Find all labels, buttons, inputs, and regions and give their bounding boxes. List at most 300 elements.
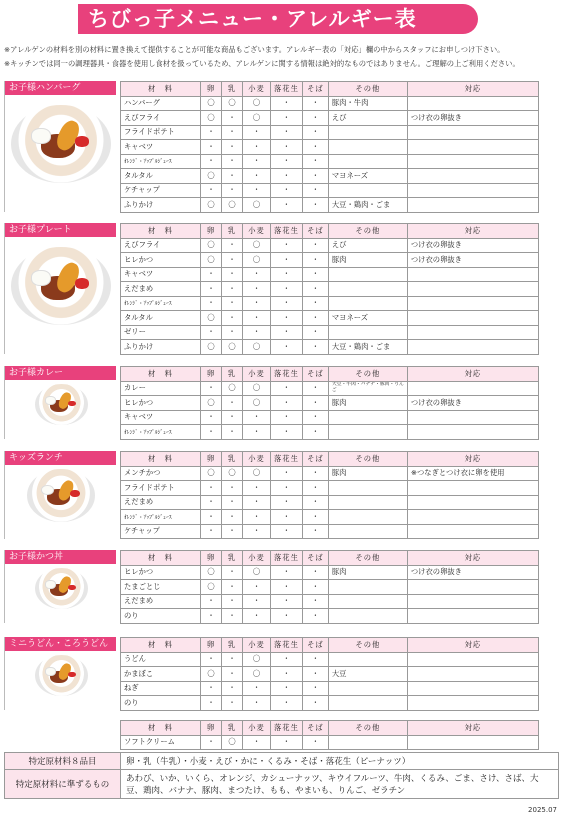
column-header: 乳: [222, 82, 243, 97]
allergen-mark-cell: 〇: [243, 96, 271, 111]
allergen-mark-cell: ・: [201, 696, 222, 711]
column-header: そば: [302, 551, 328, 566]
allergen-mark-cell: ・: [243, 267, 271, 282]
response-cell: [407, 580, 538, 595]
column-header: その他: [328, 452, 407, 467]
allergen-mark-cell: ・: [302, 125, 328, 140]
ingredient-cell: キャベツ: [121, 140, 201, 155]
food-item-shape: [31, 128, 51, 144]
allergen-header-row: [121, 721, 539, 736]
allergen-mark-cell: ・: [271, 325, 303, 340]
ingredient-cell: ｵﾚﾝｼﾞ・ｱｯﾌﾟﾙｼﾞｭｰｽ: [121, 154, 201, 169]
allergen-mark-cell: ・: [271, 183, 303, 198]
allergen-mark-cell: ・: [243, 296, 271, 311]
column-header: 材 料: [121, 638, 201, 653]
column-header: 落花生: [271, 551, 303, 566]
allergen-mark-cell: ・: [302, 495, 328, 510]
allergen-mark-cell: ・: [243, 311, 271, 326]
column-header: 材 料: [121, 224, 201, 239]
footer-row-equivalent: [5, 770, 559, 799]
allergen-mark-cell: ・: [243, 735, 271, 750]
table-row: [121, 396, 539, 411]
ingredient-cell: フライドポテト: [121, 481, 201, 496]
allergen-mark-cell: 〇: [243, 565, 271, 580]
ingredient-cell: メンチかつ: [121, 466, 201, 481]
column-header: そば: [302, 452, 328, 467]
ingredient-cell: キャベツ: [121, 267, 201, 282]
allergen-mark-cell: ・: [222, 510, 243, 525]
menu-photo: [11, 247, 111, 325]
column-header: 小麦: [243, 224, 271, 239]
column-header: 材 料: [121, 551, 201, 566]
response-cell: [407, 267, 538, 282]
table-row: [121, 183, 539, 198]
allergen-table: [120, 366, 539, 440]
table-row: [121, 125, 539, 140]
ingredient-cell: ｵﾚﾝｼﾞ・ｱｯﾌﾟﾙｼﾞｭｰｽ: [121, 425, 201, 440]
allergen-mark-cell: ・: [222, 253, 243, 268]
allergen-mark-cell: ・: [222, 696, 243, 711]
response-cell: [407, 198, 538, 213]
food-item-shape: [68, 672, 75, 678]
allergen-mark-cell: ・: [222, 681, 243, 696]
allergen-table: [120, 550, 539, 624]
allergen-mark-cell: ・: [201, 267, 222, 282]
table-row: [121, 267, 539, 282]
allergen-header-row: [121, 452, 539, 467]
menu-section-title: キッズランチ: [4, 451, 116, 465]
allergen-mark-cell: ・: [222, 267, 243, 282]
column-header: 対応: [407, 367, 538, 382]
menu-section: [4, 637, 559, 710]
ingredient-cell: のり: [121, 696, 201, 711]
ingredient-cell: ケチャップ: [121, 183, 201, 198]
other-allergen-cell: [328, 652, 407, 667]
table-row: [121, 425, 539, 440]
menu-section: [4, 550, 559, 623]
allergen-mark-cell: ・: [271, 580, 303, 595]
allergen-header-row: [121, 638, 539, 653]
allergen-mark-cell: ・: [201, 524, 222, 539]
allergen-mark-cell: 〇: [222, 340, 243, 355]
table-row: [121, 681, 539, 696]
allergen-mark-cell: 〇: [201, 111, 222, 126]
allergen-mark-cell: 〇: [201, 238, 222, 253]
column-header: 落花生: [271, 721, 303, 736]
allergen-mark-cell: ・: [243, 580, 271, 595]
table-row: [121, 466, 539, 481]
response-cell: [407, 154, 538, 169]
response-cell: [407, 296, 538, 311]
allergen-mark-cell: ・: [302, 396, 328, 411]
ingredient-cell: ねぎ: [121, 681, 201, 696]
allergen-mark-cell: ・: [271, 267, 303, 282]
other-allergen-cell: [328, 510, 407, 525]
allergen-mark-cell: ・: [201, 495, 222, 510]
revision-date: 2025.07: [528, 806, 557, 814]
response-cell: [407, 311, 538, 326]
column-header: 対応: [407, 224, 538, 239]
response-cell: [407, 681, 538, 696]
note-substitution: ※アレルゲンの材料を別の材料に置き換えて提供することが可能な商品もございます。アレルギー表の「対応」欄の中からスタッフにお申しつけ下さい。: [4, 45, 505, 54]
allergen-mark-cell: ・: [243, 410, 271, 425]
footer-value-equivalent: あわび、いか、いくら、オレンジ、カシューナッツ、キウイフルーツ、牛肉、くるみ、ごま、さけ、さば、大豆、鶏肉、バナナ、豚肉、まつたけ、もも、やまいも、りんご、ゼラチン: [121, 770, 559, 799]
column-header: 卵: [201, 82, 222, 97]
allergen-mark-cell: ・: [271, 169, 303, 184]
allergen-mark-cell: ・: [302, 565, 328, 580]
allergen-mark-cell: ・: [243, 524, 271, 539]
table-row: [121, 169, 539, 184]
allergen-mark-cell: ・: [222, 325, 243, 340]
allergen-mark-cell: 〇: [222, 381, 243, 396]
allergen-mark-cell: ・: [201, 735, 222, 750]
allergen-table: [120, 81, 539, 213]
allergen-mark-cell: 〇: [201, 340, 222, 355]
table-row: [121, 609, 539, 624]
table-row: [121, 311, 539, 326]
allergen-mark-cell: 〇: [222, 735, 243, 750]
response-cell: [407, 667, 538, 682]
allergen-mark-cell: ・: [302, 311, 328, 326]
ingredient-cell: えびフライ: [121, 111, 201, 126]
allergen-table: [120, 223, 539, 355]
allergen-mark-cell: ・: [271, 594, 303, 609]
table-row: [121, 410, 539, 425]
allergen-mark-cell: ・: [222, 580, 243, 595]
menu-photo: [35, 568, 88, 609]
column-header: その他: [328, 82, 407, 97]
table-row: [121, 510, 539, 525]
allergen-mark-cell: ・: [302, 198, 328, 213]
ingredient-cell: タルタル: [121, 311, 201, 326]
allergen-mark-cell: ・: [201, 681, 222, 696]
other-allergen-cell: [328, 296, 407, 311]
column-header: 落花生: [271, 224, 303, 239]
response-cell: [407, 96, 538, 111]
response-cell: つけ衣の卵抜き: [407, 253, 538, 268]
table-row: [121, 154, 539, 169]
food-item-shape: [70, 490, 79, 497]
table-row: [121, 325, 539, 340]
allergen-mark-cell: ・: [271, 140, 303, 155]
allergen-mark-cell: 〇: [222, 96, 243, 111]
column-header: そば: [302, 638, 328, 653]
allergen-mark-cell: ・: [271, 410, 303, 425]
menu-section-title: ミニうどん・ころうどん: [4, 637, 116, 651]
column-header: 落花生: [271, 452, 303, 467]
allergen-mark-cell: ・: [201, 410, 222, 425]
column-header: そば: [302, 82, 328, 97]
other-allergen-cell: えび: [328, 238, 407, 253]
ingredient-cell: ｵﾚﾝｼﾞ・ｱｯﾌﾟﾙｼﾞｭｰｽ: [121, 296, 201, 311]
allergen-mark-cell: ・: [243, 140, 271, 155]
allergen-mark-cell: ・: [222, 125, 243, 140]
other-allergen-cell: 大豆・鶏肉・ごま: [328, 198, 407, 213]
ingredient-cell: ふりかけ: [121, 198, 201, 213]
column-header: 対応: [407, 82, 538, 97]
allergen-mark-cell: ・: [271, 238, 303, 253]
column-header: 乳: [222, 551, 243, 566]
allergen-mark-cell: ・: [243, 696, 271, 711]
ingredient-cell: カレー: [121, 381, 201, 396]
ingredient-cell: ゼリー: [121, 325, 201, 340]
table-row: [121, 495, 539, 510]
response-cell: [407, 735, 538, 750]
column-header: その他: [328, 721, 407, 736]
allergen-mark-cell: 〇: [201, 169, 222, 184]
allergen-mark-cell: ・: [271, 696, 303, 711]
column-header: 材 料: [121, 367, 201, 382]
column-header: 対応: [407, 721, 538, 736]
ingredient-cell: タルタル: [121, 169, 201, 184]
allergen-header-row: [121, 82, 539, 97]
response-cell: つけ衣の卵抜き: [407, 396, 538, 411]
other-allergen-cell: [328, 481, 407, 496]
column-header: 卵: [201, 721, 222, 736]
column-header: 対応: [407, 452, 538, 467]
menu-section: [4, 451, 559, 539]
other-allergen-cell: [328, 140, 407, 155]
allergen-mark-cell: ・: [271, 296, 303, 311]
food-item-shape: [68, 401, 75, 407]
allergen-header-row: [121, 224, 539, 239]
ingredient-cell: かまぼこ: [121, 667, 201, 682]
allergen-mark-cell: ・: [222, 410, 243, 425]
allergen-mark-cell: ・: [201, 325, 222, 340]
allergen-mark-cell: ・: [201, 425, 222, 440]
food-item-shape: [75, 136, 89, 147]
other-allergen-cell: [328, 609, 407, 624]
menu-section: [4, 366, 559, 439]
column-header: 落花生: [271, 367, 303, 382]
other-allergen-cell: [328, 183, 407, 198]
column-header: 小麦: [243, 452, 271, 467]
allergen-mark-cell: ・: [302, 580, 328, 595]
allergen-mark-cell: 〇: [243, 111, 271, 126]
allergen-mark-cell: ・: [222, 495, 243, 510]
allergen-mark-cell: ・: [243, 169, 271, 184]
allergen-mark-cell: ・: [302, 735, 328, 750]
allergen-table: [120, 451, 539, 539]
ingredient-cell: ｵﾚﾝｼﾞ・ｱｯﾌﾟﾙｼﾞｭｰｽ: [121, 510, 201, 525]
response-cell: [407, 125, 538, 140]
footer-row-specified: [5, 753, 559, 770]
allergen-mark-cell: 〇: [201, 580, 222, 595]
other-allergen-cell: マヨネーズ: [328, 311, 407, 326]
allergen-mark-cell: ・: [243, 681, 271, 696]
allergen-mark-cell: ・: [243, 510, 271, 525]
table-row: [121, 735, 539, 750]
other-allergen-cell: [328, 696, 407, 711]
allergen-mark-cell: ・: [302, 296, 328, 311]
column-header: 落花生: [271, 82, 303, 97]
column-header: 乳: [222, 638, 243, 653]
allergen-mark-cell: 〇: [201, 96, 222, 111]
ingredient-cell: キャベツ: [121, 410, 201, 425]
menu-photo: [11, 105, 111, 183]
allergen-mark-cell: ・: [302, 111, 328, 126]
footer-value-specified: 卵・乳（牛乳）・小麦・えび・かに・くるみ・そば・落花生（ピーナッツ）: [121, 753, 559, 770]
other-allergen-cell: [328, 580, 407, 595]
ingredient-cell: ソフトクリーム: [121, 735, 201, 750]
other-allergen-cell: 豚肉: [328, 396, 407, 411]
response-cell: [407, 169, 538, 184]
allergen-header-row: [121, 551, 539, 566]
response-cell: [407, 696, 538, 711]
response-cell: [407, 594, 538, 609]
table-row: [121, 111, 539, 126]
allergen-mark-cell: ・: [271, 609, 303, 624]
allergen-mark-cell: 〇: [222, 466, 243, 481]
table-row: [121, 198, 539, 213]
food-item-shape: [75, 278, 89, 289]
response-cell: [407, 652, 538, 667]
allergen-mark-cell: ・: [271, 524, 303, 539]
allergen-mark-cell: ・: [222, 154, 243, 169]
allergen-mark-cell: 〇: [201, 311, 222, 326]
other-allergen-cell: 大豆・牛肉・バナナ・豚肉・りんご: [328, 381, 407, 396]
allergen-mark-cell: ・: [302, 510, 328, 525]
response-cell: [407, 325, 538, 340]
allergen-mark-cell: ・: [302, 381, 328, 396]
response-cell: [407, 410, 538, 425]
response-cell: [407, 495, 538, 510]
food-item-shape: [45, 580, 56, 588]
column-header: 材 料: [121, 82, 201, 97]
allergen-mark-cell: ・: [271, 681, 303, 696]
response-cell: [407, 183, 538, 198]
ingredient-cell: ふりかけ: [121, 340, 201, 355]
column-header: 落花生: [271, 638, 303, 653]
other-allergen-cell: 豚肉・牛肉: [328, 96, 407, 111]
response-cell: [407, 609, 538, 624]
table-row: [121, 594, 539, 609]
allergen-mark-cell: ・: [302, 609, 328, 624]
allergen-mark-cell: ・: [271, 466, 303, 481]
allergen-mark-cell: ・: [222, 565, 243, 580]
menu-section-title: お子様ハンバーグ: [4, 81, 116, 95]
response-cell: [407, 381, 538, 396]
table-row: [121, 282, 539, 297]
other-allergen-cell: マヨネーズ: [328, 169, 407, 184]
page-title: ちびっ子メニュー・アレルギー表: [88, 7, 417, 31]
ingredient-cell: のり: [121, 609, 201, 624]
food-item-shape: [68, 585, 75, 591]
column-header: その他: [328, 551, 407, 566]
table-row: [121, 652, 539, 667]
other-allergen-cell: [328, 681, 407, 696]
allergen-mark-cell: ・: [302, 96, 328, 111]
column-header: 小麦: [243, 82, 271, 97]
allergen-mark-cell: ・: [302, 282, 328, 297]
other-allergen-cell: 大豆: [328, 667, 407, 682]
column-header: 乳: [222, 224, 243, 239]
allergen-mark-cell: ・: [271, 381, 303, 396]
table-row: [121, 481, 539, 496]
allergen-mark-cell: ・: [222, 652, 243, 667]
allergen-mark-cell: 〇: [243, 340, 271, 355]
allergen-mark-cell: ・: [243, 154, 271, 169]
column-header: 小麦: [243, 638, 271, 653]
response-cell: [407, 140, 538, 155]
table-row: [121, 565, 539, 580]
other-allergen-cell: 豚肉: [328, 565, 407, 580]
allergen-mark-cell: ・: [201, 652, 222, 667]
allergen-mark-cell: ・: [271, 340, 303, 355]
allergen-mark-cell: ・: [222, 594, 243, 609]
column-header: そば: [302, 721, 328, 736]
allergen-mark-cell: ・: [302, 267, 328, 282]
allergen-footer-table: [4, 752, 559, 799]
allergen-mark-cell: ・: [302, 238, 328, 253]
allergen-mark-cell: ・: [243, 183, 271, 198]
menu-section-title: お子様カレー: [4, 366, 116, 380]
allergen-mark-cell: 〇: [201, 198, 222, 213]
allergen-mark-cell: ・: [271, 396, 303, 411]
menu-section: [4, 223, 559, 354]
other-allergen-cell: 大豆・鶏肉・ごま: [328, 340, 407, 355]
other-allergen-cell: [328, 495, 407, 510]
allergen-mark-cell: ・: [302, 425, 328, 440]
allergen-mark-cell: ・: [302, 410, 328, 425]
table-row: [121, 238, 539, 253]
allergen-header-row: [121, 367, 539, 382]
response-cell: つけ衣の卵抜き: [407, 238, 538, 253]
allergen-mark-cell: ・: [222, 111, 243, 126]
allergen-mark-cell: 〇: [201, 466, 222, 481]
menu-section: [4, 720, 559, 749]
ingredient-cell: えびフライ: [121, 238, 201, 253]
allergen-mark-cell: ・: [222, 396, 243, 411]
allergen-mark-cell: ・: [222, 140, 243, 155]
allergen-mark-cell: ・: [302, 140, 328, 155]
title-banner: [78, 4, 478, 34]
note-kitchen: ※キッチンでは同一の調理器具・食器を使用し食材を扱っているため、アレルゲンに関する情報は絶対的なものではありません。ご理解の上ご利用ください。: [4, 59, 520, 68]
table-row: [121, 524, 539, 539]
allergen-mark-cell: ・: [201, 125, 222, 140]
allergen-mark-cell: ・: [201, 140, 222, 155]
allergen-mark-cell: ・: [302, 481, 328, 496]
other-allergen-cell: 豚肉: [328, 253, 407, 268]
column-header: その他: [328, 367, 407, 382]
ingredient-cell: えだまめ: [121, 594, 201, 609]
other-allergen-cell: [328, 425, 407, 440]
column-header: 卵: [201, 551, 222, 566]
allergen-mark-cell: ・: [201, 296, 222, 311]
response-cell: [407, 481, 538, 496]
column-header: 対応: [407, 638, 538, 653]
table-row: [121, 96, 539, 111]
food-item-shape: [31, 270, 51, 286]
allergen-mark-cell: ・: [201, 183, 222, 198]
allergen-mark-cell: ・: [222, 609, 243, 624]
allergen-table: [120, 720, 539, 750]
allergen-mark-cell: ・: [243, 481, 271, 496]
allergen-mark-cell: ・: [271, 253, 303, 268]
other-allergen-cell: [328, 282, 407, 297]
column-header: 乳: [222, 452, 243, 467]
column-header: 材 料: [121, 721, 201, 736]
allergen-mark-cell: ・: [201, 510, 222, 525]
allergen-mark-cell: ・: [243, 495, 271, 510]
allergen-mark-cell: 〇: [243, 667, 271, 682]
allergen-mark-cell: 〇: [201, 667, 222, 682]
allergen-mark-cell: ・: [302, 183, 328, 198]
column-header: その他: [328, 638, 407, 653]
other-allergen-cell: [328, 735, 407, 750]
allergen-mark-cell: ・: [271, 481, 303, 496]
allergen-mark-cell: 〇: [243, 396, 271, 411]
